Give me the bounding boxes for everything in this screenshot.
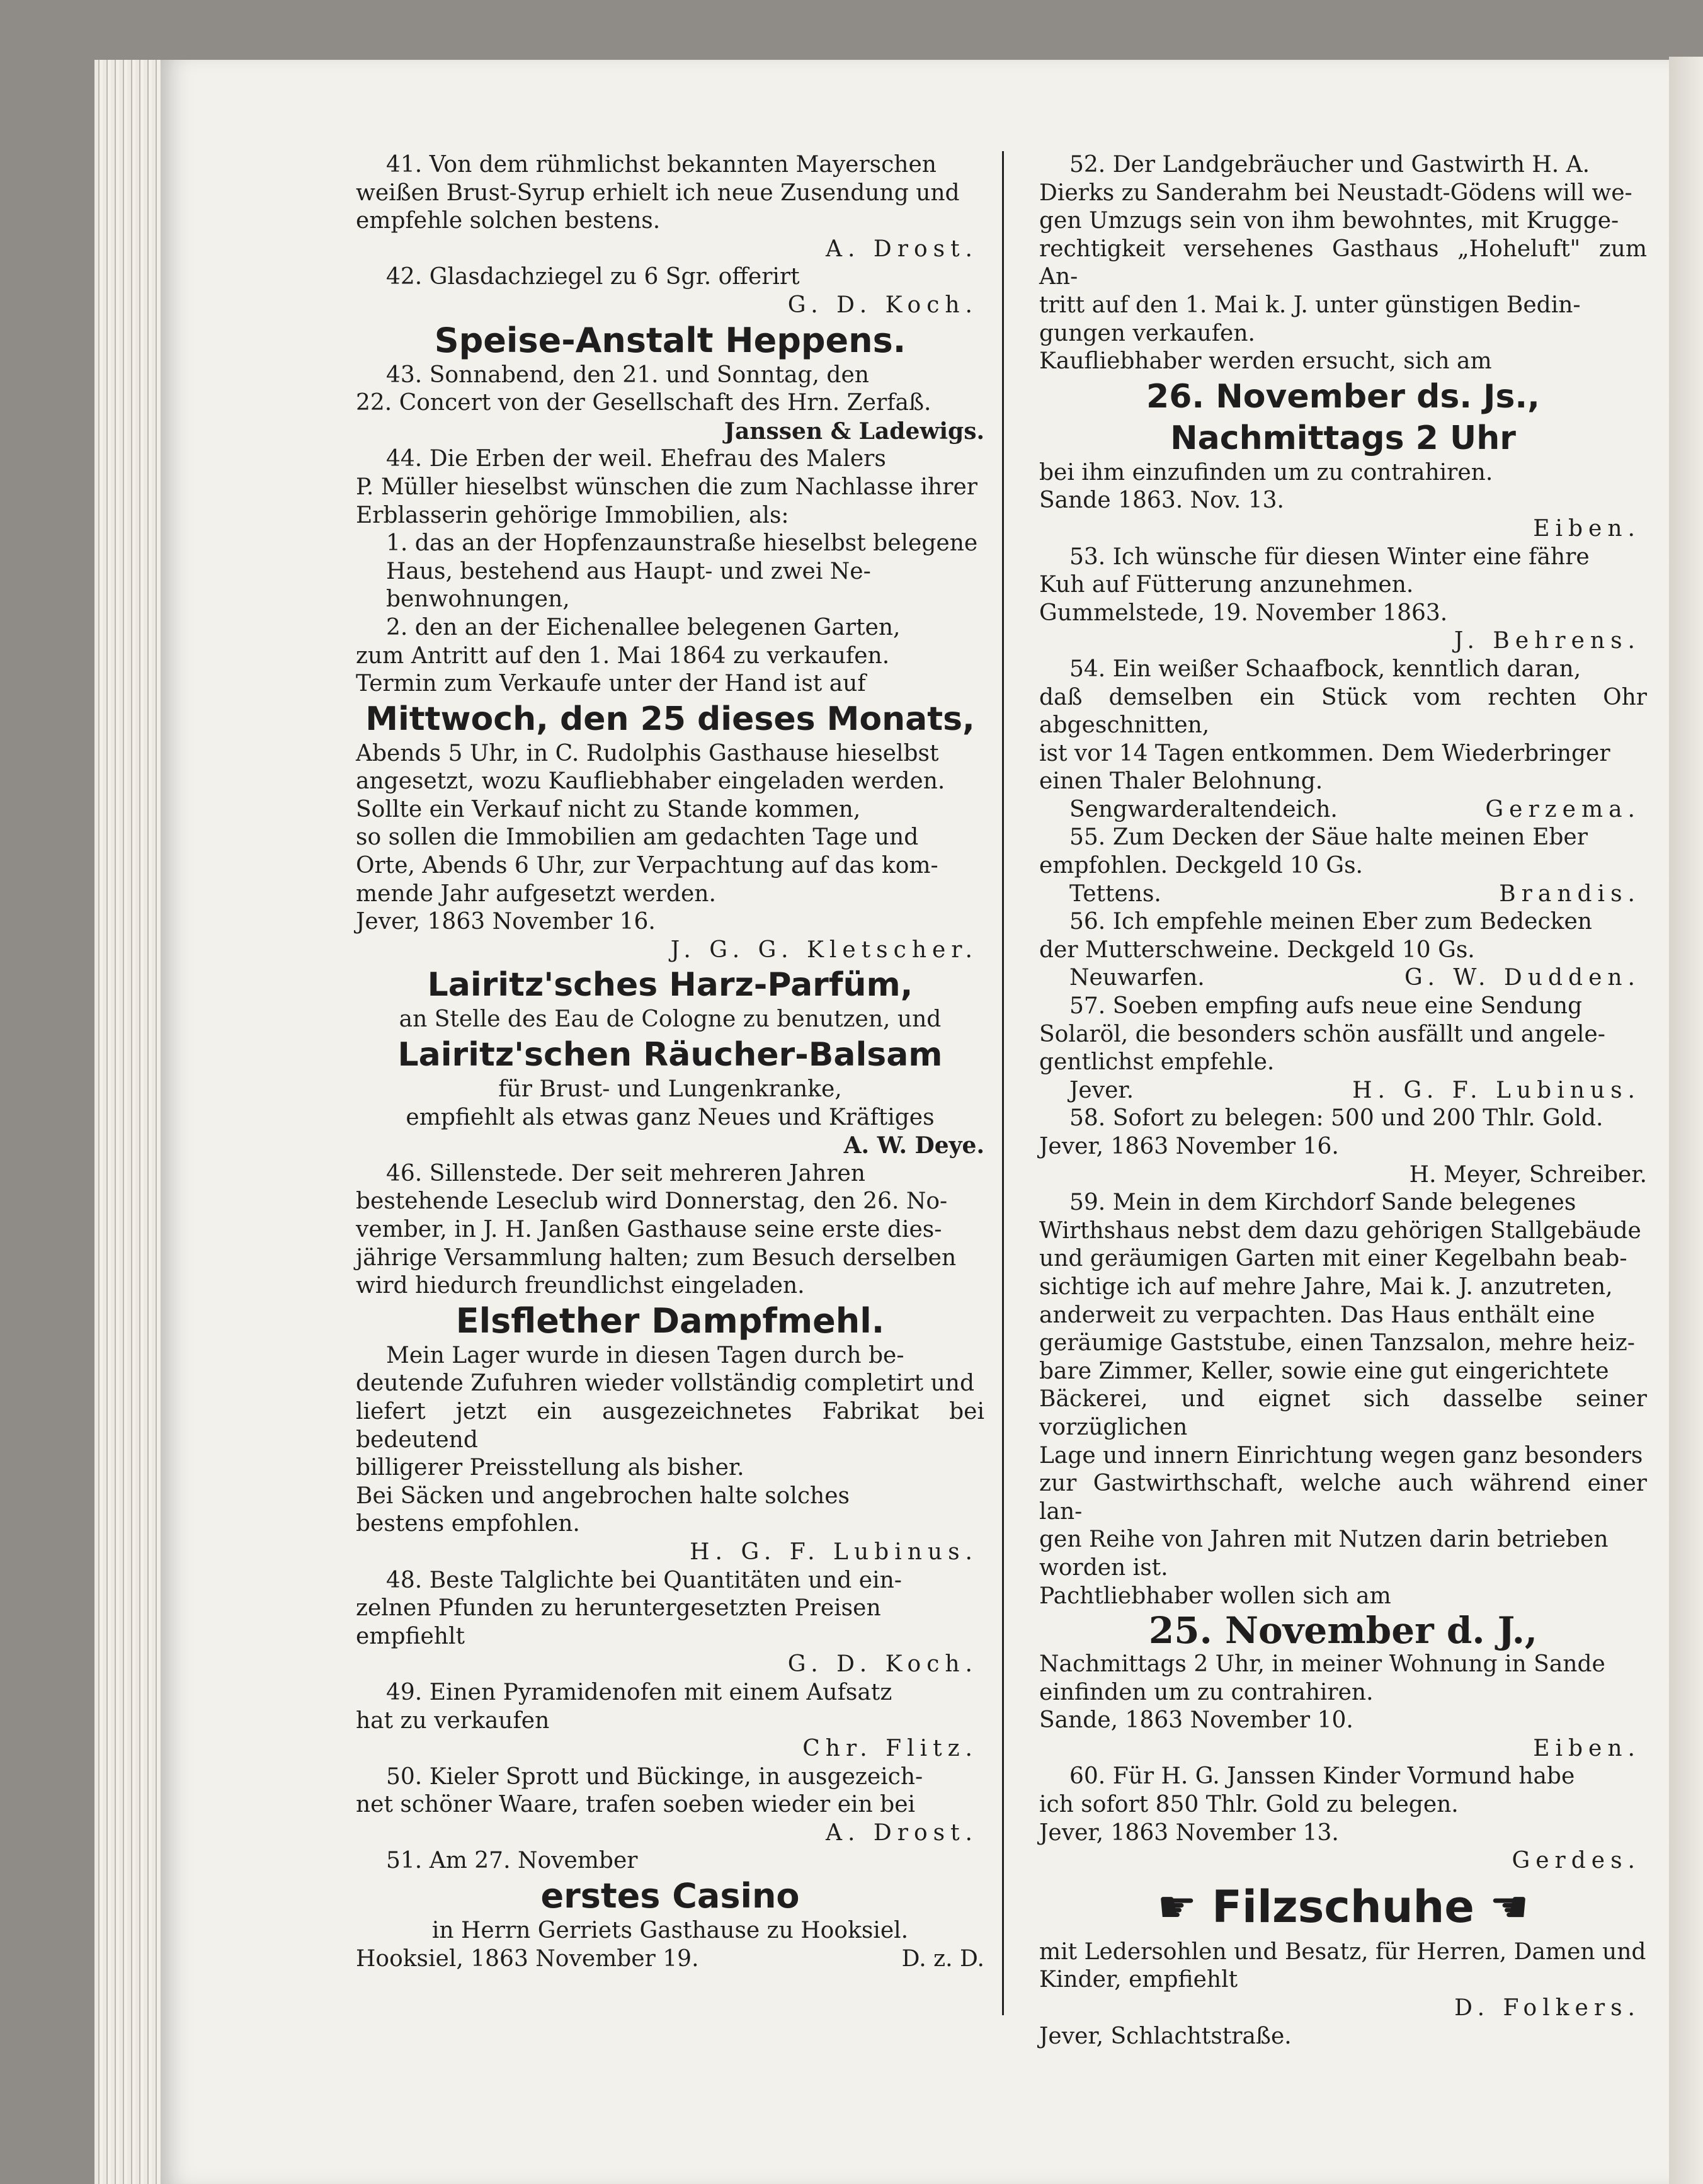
- signature: G. D. Koch.: [787, 1651, 978, 1678]
- right-column: [1039, 151, 1647, 2050]
- text-line: weißen Brust-Syrup erhielt ich neue Zusendung und: [356, 179, 960, 206]
- text-line: 49. Einen Pyramidenofen mit einem Aufsatz: [386, 1679, 892, 1705]
- text-line: worden ist.: [1039, 1554, 1168, 1581]
- text-line: 56. Ich empfehle meinen Eber zum Bedecken: [1069, 909, 1592, 935]
- ad-heading: Speise-Anstalt Heppens.: [434, 320, 906, 360]
- signature: G. D. Koch.: [787, 292, 978, 318]
- text-line: 44. Die Erben der weil. Ehefrau des Malers: [386, 446, 886, 472]
- text-line: liefert jetzt ein ausgezeichnetes Fabrikat bei bedeutend: [356, 1398, 984, 1453]
- text-line: Bei Säcken und angebrochen halte solches: [356, 1482, 850, 1509]
- text-line: gentlichst empfehle.: [1039, 1049, 1275, 1076]
- text-line: Pachtliebhaber wollen sich am: [1039, 1583, 1391, 1609]
- text-line: Mein Lager wurde in diesen Tagen durch be-: [386, 1342, 904, 1368]
- text-line: Sollte ein Verkauf nicht zu Stande kommen,: [356, 796, 861, 822]
- text-line: für Brust- und Lungenkranke,: [498, 1076, 842, 1103]
- text-line: 48. Beste Talglichte bei Quantitäten und ein-: [386, 1567, 902, 1593]
- place-name: Jever.: [1069, 1077, 1134, 1103]
- text-line: in Herrn Gerriets Gasthause zu Hooksiel.: [431, 1918, 909, 1944]
- text-line: tritt auf den 1. Mai k. J. unter günstigen Bedin-: [1039, 292, 1581, 318]
- text-line: hat zu verkaufen: [356, 1707, 550, 1734]
- text-line: einfinden um zu contrahiren.: [1039, 1679, 1374, 1705]
- pointing-hand-right-icon: ☚: [1489, 1880, 1529, 1933]
- signature: H. G. F. Lubinus.: [1352, 1077, 1641, 1103]
- text-line: 41. Von dem rühmlichst bekannten Mayerschen: [386, 152, 937, 178]
- text-line: Sande 1863. Nov. 13.: [1039, 487, 1284, 514]
- text-line: 46. Sillenstede. Der seit mehreren Jahren: [386, 1160, 865, 1186]
- text-line: Bäckerei, und eignet sich dasselbe seiner vorzüglichen: [1039, 1386, 1647, 1440]
- ad-heading: Elsflether Dampfmehl.: [455, 1300, 885, 1341]
- text-line: 60. Für H. G. Janssen Kinder Vormund habe: [1069, 1763, 1575, 1790]
- text-line: deutende Zufuhren wieder vollständig completirt und: [356, 1370, 974, 1397]
- list-item: Haus, bestehend aus Haupt- und zwei Ne-: [386, 558, 871, 584]
- signature: Chr. Flitz.: [802, 1736, 978, 1762]
- text-line: mende Jahr aufgesetzt werden.: [356, 880, 716, 907]
- text-line: gen Umzugs sein von ihm bewohntes, mit Krugge-: [1039, 208, 1619, 234]
- text-line: jährige Versammlung halten; zum Besuch derselben: [356, 1244, 957, 1271]
- text-line: ich sofort 850 Thlr. Gold zu belegen.: [1039, 1792, 1459, 1818]
- ad-date-heading: 25. November d. J.,: [1148, 1609, 1538, 1652]
- signature: H. G. F. Lubinus.: [690, 1538, 978, 1565]
- text-line: zur Gastwirthschaft, welche auch während einer lan-: [1039, 1470, 1647, 1525]
- text-line: der Mutterschweine. Deckgeld 10 Gs.: [1039, 936, 1475, 963]
- ad-time-heading: Nachmittags 2 Uhr: [1170, 419, 1516, 457]
- text-line: 50. Kieler Sprott und Bückinge, in ausgezeich-: [386, 1763, 923, 1790]
- text-line: vember, in J. H. Janßen Gasthause seine erste dies-: [356, 1217, 942, 1243]
- text-line: 53. Ich wünsche für diesen Winter eine fähre: [1069, 543, 1590, 570]
- signature: A. Drost.: [825, 236, 978, 262]
- list-item: 1. das an der Hopfenzaunstraße hieselbst belegene: [386, 530, 978, 557]
- facing-page-edge: [1669, 57, 1703, 2184]
- signature-row: [1039, 880, 1647, 909]
- signature-row: [1039, 964, 1647, 992]
- text-line: bestehende Leseclub wird Donnerstag, den 26. No-: [356, 1188, 948, 1215]
- text-line: 43. Sonnabend, den 21. und Sonntag, den: [386, 361, 869, 388]
- text-line: wird hiedurch freundlichst eingeladen.: [356, 1273, 805, 1299]
- text-line: bare Zimmer, Keller, sowie eine gut eingerichtete: [1039, 1358, 1609, 1384]
- text-line: sichtige ich auf mehre Jahre, Mai k. J. anzutreten,: [1039, 1273, 1613, 1300]
- text-line: 58. Sofort zu belegen: 500 und 200 Thlr. Gold.: [1069, 1105, 1603, 1132]
- text-line: net schöner Waare, trafen soeben wieder ein bei: [356, 1792, 916, 1818]
- filzschuhe-banner: [1039, 1875, 1647, 1938]
- text-line: Jever, 1863 November 16.: [356, 909, 656, 935]
- text-line: Jever, 1863 November 16.: [1039, 1134, 1339, 1159]
- text-line: Termin zum Verkaufe unter der Hand ist auf: [356, 671, 866, 697]
- text-line: 57. Soeben empfing aufs neue eine Sendung: [1069, 993, 1583, 1020]
- text-line: empfehle solchen bestens.: [356, 208, 661, 234]
- column-divider: [1002, 151, 1004, 2015]
- ad-heading: Lairitz'schen Räucher-Balsam: [397, 1036, 943, 1074]
- signature: A. W. Deye.: [843, 1132, 984, 1159]
- signature: Gerzema.: [1485, 796, 1641, 822]
- list-item: benwohnungen,: [386, 586, 570, 613]
- text-line: daß demselben ein Stück vom rechten Ohr abgeschnitten,: [1039, 684, 1647, 739]
- place-name: Sengwarderaltendeich.: [1069, 796, 1338, 822]
- page-edges: [94, 60, 164, 2184]
- text-line: anderweit zu verpachten. Das Haus enthält eine: [1039, 1302, 1595, 1328]
- signature: J. G. G. Kletscher.: [670, 936, 978, 963]
- signature: D. Folkers.: [1454, 1995, 1641, 2022]
- text-line: Orte, Abends 6 Uhr, zur Verpachtung auf das kom-: [356, 853, 938, 879]
- place-name: Neuwarfen.: [1069, 965, 1205, 991]
- pointing-hand-left-icon: ☛: [1157, 1880, 1197, 1933]
- text-line: empfiehlt als etwas ganz Neues und Kräftiges: [406, 1104, 935, 1130]
- text-line: und geräumigen Garten mit einer Kegelbahn beab-: [1039, 1246, 1627, 1272]
- text-line: 22. Concert von der Gesellschaft des Hrn. Zerfaß.: [356, 390, 931, 416]
- text-line: Wirthshaus nebst dem dazu gehörigen Stallgebäude: [1039, 1217, 1641, 1244]
- text-line: bei ihm einzufinden um zu contrahiren.: [1039, 459, 1493, 486]
- text-line: 59. Mein in dem Kirchdorf Sande belegenes: [1069, 1190, 1576, 1216]
- signature: Janssen & Ladewigs.: [724, 418, 984, 445]
- text-line: 52. Der Landgebräucher und Gastwirth H. A.: [1069, 152, 1590, 178]
- signature-row: [1039, 796, 1647, 824]
- text-line: gungen verkaufen.: [1039, 320, 1255, 346]
- text-line: 54. Ein weißer Schaafbock, kenntlich daran,: [1069, 656, 1581, 682]
- text-line: an Stelle des Eau de Cologne zu benutzen, und: [399, 1006, 942, 1033]
- text-line: zelnen Pfunden zu heruntergesetzten Preisen empfiehlt: [356, 1595, 881, 1649]
- text-line: bestens empfohlen.: [356, 1511, 580, 1537]
- text-line: gen Reihe von Jahren mit Nutzen darin betrieben: [1039, 1527, 1609, 1553]
- signature: Eiben.: [1533, 1735, 1641, 1761]
- left-column: [356, 151, 984, 1973]
- signature: Gerdes.: [1512, 1848, 1641, 1874]
- text-line: Dierks zu Sanderahm bei Neustadt-Gödens will we-: [1039, 179, 1632, 206]
- text-line: billigerer Preisstellung als bisher.: [356, 1455, 744, 1481]
- signature: H. Meyer, Schreiber.: [1409, 1161, 1647, 1188]
- signature: Eiben.: [1533, 515, 1641, 542]
- text-line: empfohlen. Deckgeld 10 Gs.: [1039, 853, 1363, 879]
- text-line: Gummelstede, 19. November 1863.: [1039, 600, 1448, 626]
- text-line: Kinder, empfiehlt: [1039, 1967, 1238, 1993]
- text-line: Lage und innern Einrichtung wegen ganz besonders: [1039, 1442, 1643, 1469]
- text-line: Solaröl, die besonders schön ausfällt und angele-: [1039, 1021, 1605, 1047]
- date-line: Hooksiel, 1863 November 19.: [356, 1945, 699, 1972]
- text-line: rechtigkeit versehenes Gasthaus „Hoheluft" zum An-: [1039, 236, 1647, 290]
- text-line: P. Müller hieselbst wünschen die zum Nachlasse ihrer: [356, 474, 977, 500]
- place-name: Jever, Schlachtstraße.: [1039, 2023, 1292, 2049]
- text-line: Erblasserin gehörige Immobilien, als:: [356, 502, 789, 528]
- ad-heading: Filzschuhe: [1212, 1880, 1474, 1933]
- text-line: angesetzt, wozu Kaufliebhaber eingeladen werden.: [356, 768, 945, 795]
- ad-heading: Lairitz'sches Harz-Parfüm,: [427, 966, 913, 1004]
- ad-heading: erstes Casino: [540, 1876, 800, 1916]
- place-name: Tettens.: [1069, 880, 1161, 907]
- signature-row: [1039, 1077, 1647, 1105]
- text-line: 51. Am 27. November: [386, 1848, 638, 1874]
- ad-date-heading: 26. November ds. Js.,: [1146, 377, 1540, 416]
- signature: A. Drost.: [825, 1819, 978, 1846]
- text-line: zum Antritt auf den 1. Mai 1864 zu verkaufen.: [356, 642, 890, 669]
- text-line: Sande, 1863 November 10.: [1039, 1707, 1353, 1734]
- signature: Brandis.: [1499, 880, 1641, 907]
- text-line: Kuh auf Fütterung anzunehmen.: [1039, 572, 1414, 598]
- text-line: ist vor 14 Tagen entkommen. Dem Wiederbringer: [1039, 740, 1610, 766]
- text-line: Nachmittags 2 Uhr, in meiner Wohnung in Sande: [1039, 1651, 1605, 1678]
- text-line: 42. Glasdachziegel zu 6 Sgr. offerirt: [386, 264, 800, 290]
- text-line: Jever, 1863 November 13.: [1039, 1819, 1339, 1846]
- text-line: so sollen die Immobilien am gedachten Tage und: [356, 824, 919, 851]
- ad-date-heading: Mittwoch, den 25 dieses Monats,: [365, 700, 975, 738]
- text-line: einen Thaler Belohnung.: [1039, 768, 1323, 795]
- signature: D. z. D.: [901, 1945, 984, 1972]
- signature-row: [356, 1945, 984, 1974]
- text-line: Abends 5 Uhr, in C. Rudolphis Gasthause hieselbst: [356, 740, 939, 766]
- text-line: Kaufliebhaber werden ersucht, sich am: [1039, 348, 1492, 375]
- signature: J. Behrens.: [1454, 628, 1641, 654]
- list-item: 2. den an der Eichenallee belegenen Garten,: [386, 614, 901, 640]
- text-line: 55. Zum Decken der Säue halte meinen Eber: [1069, 824, 1588, 851]
- signature: G. W. Dudden.: [1404, 965, 1641, 991]
- text-line: mit Ledersohlen und Besatz, für Herren, Damen und: [1039, 1938, 1646, 1965]
- text-line: geräumige Gaststube, einen Tanzsalon, mehre heiz-: [1039, 1330, 1635, 1356]
